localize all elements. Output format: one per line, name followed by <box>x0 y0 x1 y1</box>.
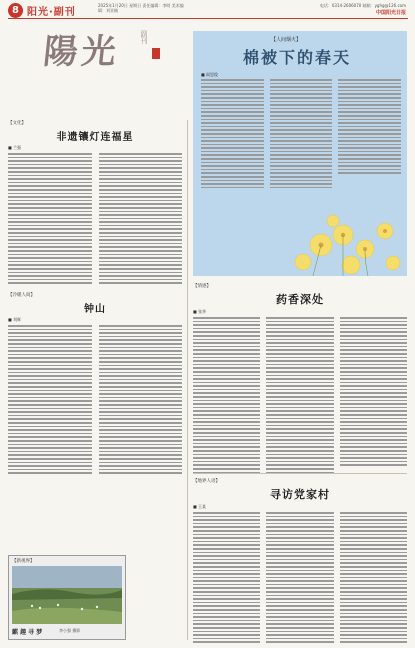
feature-tag: 【人间烟火】 <box>271 37 302 43</box>
landscape-photo <box>12 566 122 624</box>
body-column <box>338 79 401 188</box>
masthead-contact: 电话：0314-2606070 邮箱：yghg@126.com <box>319 3 406 8</box>
body-column <box>340 512 407 643</box>
left-column <box>8 120 182 474</box>
brand-seal-icon <box>152 48 160 59</box>
feature-byline: ■ 阎恩俊 <box>201 72 219 77</box>
body-column <box>193 317 260 473</box>
feature-title: 棉被下的春天 <box>243 48 352 67</box>
article-tag: 【地界人语】 <box>193 479 220 484</box>
article-byline: ■ 张华 <box>193 309 207 314</box>
body-column <box>270 79 333 188</box>
photo-tag: 【新视界】 <box>12 559 35 564</box>
body-column <box>8 153 92 284</box>
article-tag: 【文化】 <box>8 121 26 126</box>
supplement-brand <box>41 24 164 86</box>
body-column <box>193 512 260 643</box>
article-title: 药香深处 <box>276 293 324 306</box>
article-byline: ■ 刘辉 <box>8 316 22 322</box>
masthead-meta: 2025年1月20日 星期日 责任编辑：李明 美术编辑：刘亚楠 <box>98 3 184 13</box>
column-divider <box>187 120 188 640</box>
body-column <box>266 317 333 473</box>
article-tag: 【冷暖人间】 <box>8 292 35 298</box>
section-rule <box>193 473 407 474</box>
section-name: 阳光·副刊 <box>27 7 76 18</box>
article-village <box>193 478 407 643</box>
photo-caption: 麒 趣 寻 梦 <box>12 629 43 636</box>
feature-article <box>193 31 407 276</box>
body-column <box>340 317 407 473</box>
article-tag: 【情感】 <box>193 284 211 289</box>
photo-feature <box>8 555 126 640</box>
article-title: 钟山 <box>84 303 106 315</box>
body-column <box>201 79 264 188</box>
newspaper-logo: 中国阳光日报 <box>375 10 406 16</box>
body-column <box>99 153 183 284</box>
article-byline: ■ 兰强 <box>8 145 22 150</box>
article-byline: ■ 王某 <box>193 504 207 509</box>
page-number-badge: 8 <box>8 3 23 18</box>
masthead <box>0 0 415 18</box>
masthead-rule <box>8 18 408 19</box>
article-title: 非遗镶灯连福星 <box>56 132 134 143</box>
brand-subtitle: 副刊 <box>140 30 148 44</box>
body-column <box>266 512 333 643</box>
article-medicine <box>193 283 407 473</box>
photo-credit: 李小强 摄影 <box>59 628 81 633</box>
body-column <box>99 325 183 474</box>
brand-title: 陽光 <box>41 32 122 72</box>
yellow-flowers-illustration <box>193 207 407 276</box>
article-title: 寻访党家村 <box>270 488 330 501</box>
body-column <box>8 325 92 474</box>
